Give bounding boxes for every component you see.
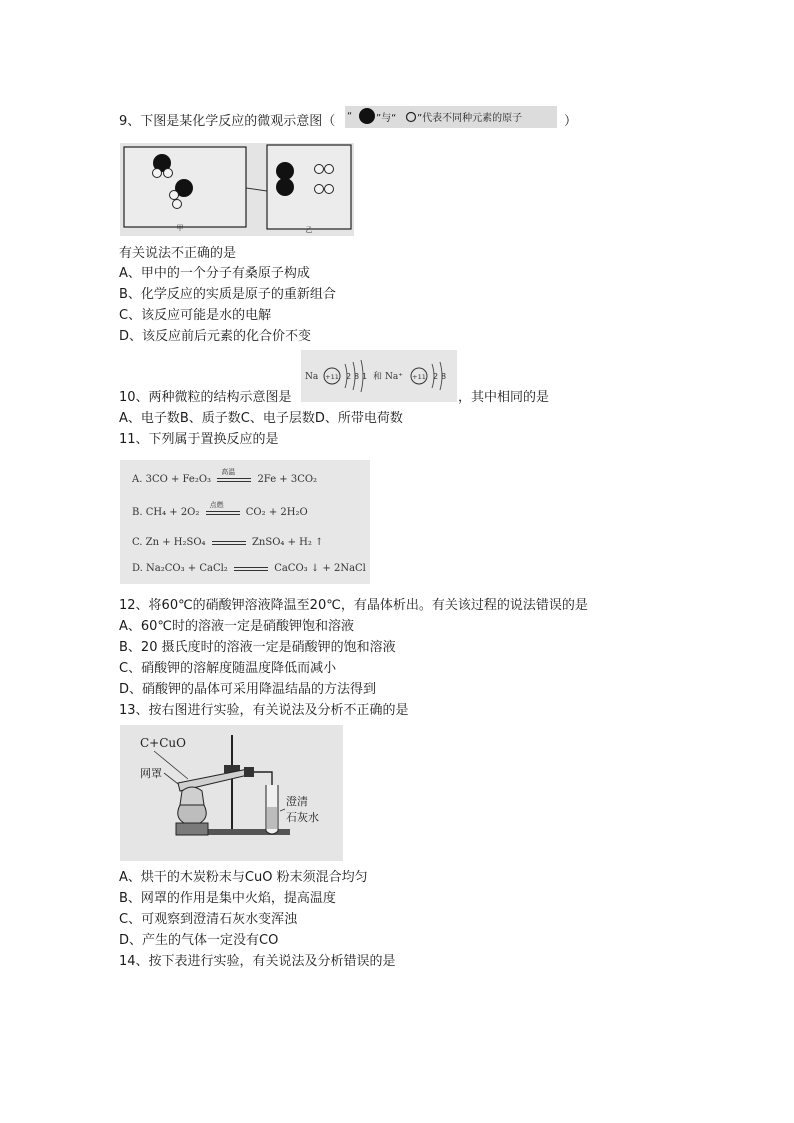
q9-legend-box <box>345 106 557 128</box>
q10-figure-svg <box>301 350 457 402</box>
na-nucleus-charge: +11 <box>325 373 339 381</box>
white-atom-icon <box>315 165 324 174</box>
q11-eq-a <box>132 467 368 485</box>
black-atom-icon <box>276 162 294 180</box>
q10-stem-after: ，其中相同的是 <box>458 390 550 405</box>
q11-eq-c-right: ZnSO₄ + H₂ ↑ <box>251 537 324 548</box>
q11-eq-a-arrow <box>217 467 251 482</box>
label-jia: 甲 <box>176 224 184 232</box>
white-atom-icon <box>173 200 182 209</box>
q11-eq-b-left: B. CH₄ + 2O₂ <box>132 507 200 518</box>
white-atom-icon <box>325 165 334 174</box>
q9-stem-line <box>119 113 335 131</box>
q10-options: A、电子数B、质子数C、电子层数D、所带电荷数 <box>119 411 403 426</box>
white-atom-icon <box>315 185 324 194</box>
q13-lime-label-1: 澄清 <box>286 795 308 808</box>
q13-reagent-label: C+CuO <box>140 736 186 750</box>
and-word: 和 <box>373 372 383 382</box>
q9-stem-close-line <box>564 113 577 131</box>
black-atom-icon <box>276 178 294 196</box>
q9-stem-close: ） <box>564 114 578 129</box>
q9-figure <box>120 143 354 236</box>
q9-legend-desc: ”代表不同种元素的原子 <box>417 113 523 124</box>
q9-option-d: D、该反应前后元素的化合价不变 <box>119 329 312 344</box>
q13-apparatus-svg <box>120 725 343 861</box>
q11-eq-d <box>132 563 368 574</box>
q9-legend-quote-a: “ <box>347 111 353 122</box>
na-shell-2-count: 8 <box>354 372 360 381</box>
naplus-nucleus-charge: +11 <box>412 373 426 381</box>
q14-stem: 14、按下表进行实验，有关说法及分析错误的是 <box>119 954 396 969</box>
alcohol-lamp <box>178 805 207 823</box>
q11-eq-c-left: C. Zn + H₂SO₄ <box>132 537 206 548</box>
q11-figure <box>120 460 370 584</box>
q12-option-d: D、硝酸钾的晶体可采用降温结晶的方法得到 <box>119 682 377 697</box>
q9-stem: 9、下图是某化学反应的微观示意图（ <box>119 114 336 129</box>
lime-pointer <box>280 809 285 811</box>
black-atom-icon <box>359 108 375 124</box>
naplus-symbol: Na⁺ <box>385 372 403 382</box>
lamp-block <box>176 823 208 835</box>
q13-stem: 13、按右图进行实验，有关说法及分析不正确的是 <box>119 703 409 718</box>
q9-legend-mid: ”与“ <box>376 113 397 124</box>
q11-eq-a-cond: 高温 <box>221 467 236 476</box>
connector-line <box>246 188 267 191</box>
q13-option-c: C、可观察到澄清石灰水变浑浊 <box>119 912 298 927</box>
q9-legend-figure <box>345 106 557 128</box>
na-symbol: Na <box>305 372 319 382</box>
q10-figure <box>301 350 457 402</box>
q12-stem: 12、将60℃的硝酸钾溶液降温至20℃，有晶体析出。有关该过程的说法错误的是 <box>119 598 588 613</box>
label-yi: 乙 <box>305 226 313 234</box>
limewater-liquid <box>267 807 277 829</box>
gauze-cover <box>180 787 204 805</box>
q10-stem-line <box>119 389 292 407</box>
q11-eq-a-right: 2Fe + 3CO₂ <box>257 474 318 485</box>
na-shell-1-count: 2 <box>346 372 352 381</box>
q9-option-b: B、化学反应的实质是原子的重新组合 <box>119 287 336 302</box>
naplus-shell-1-count: 2 <box>433 372 439 381</box>
q12-option-a: A、60℃时的溶液一定是硝酸钾饱和溶液 <box>119 619 355 634</box>
tube-stopper <box>244 767 254 777</box>
q12-option-b: B、20 摄氏度时的溶液一定是硝酸钾的饱和溶液 <box>119 640 396 655</box>
q11-eq-d-arrow <box>234 567 268 571</box>
naplus-shell-2-count: 8 <box>441 372 447 381</box>
white-atom-icon <box>153 169 162 178</box>
q9-prompt: 有关说法不正确的是 <box>119 246 237 261</box>
q10-stem-before: 10、两种微粒的结构示意图是 <box>119 390 292 405</box>
na-shell-3-count: 1 <box>362 372 368 381</box>
q9-option-a: A、甲中的一个分子有桑原子构成 <box>119 266 310 281</box>
q11-eq-c <box>132 537 368 548</box>
q13-option-b: B、网罩的作用是集中火焰，提高温度 <box>119 891 336 906</box>
q9-option-c: C、该反应可能是水的电解 <box>119 308 272 323</box>
q11-eq-b-cond: 点燃 <box>209 500 224 509</box>
white-atom-icon <box>407 113 416 122</box>
q11-eq-a-left: A. 3CO + Fe₂O₃ <box>132 474 212 485</box>
white-atom-icon <box>325 185 334 194</box>
q13-lime-label-2: 石灰水 <box>286 811 319 824</box>
q11-eq-b-arrow <box>206 500 240 515</box>
q11-stem: 11、下列属于置换反应的是 <box>119 432 279 447</box>
q12-option-c: C、硝酸钾的溶解度随温度降低而减小 <box>119 661 337 676</box>
q9-figure-svg <box>120 143 354 236</box>
q11-eq-b-right: CO₂ + 2H₂O <box>245 507 308 518</box>
q11-eq-d-left: D. Na₂CO₃ + CaCl₂ <box>132 563 228 574</box>
q13-option-a: A、烘干的木炭粉末与CuO 粉末须混合均匀 <box>119 870 368 885</box>
q13-gauze-label: 网罩 <box>140 767 162 780</box>
white-atom-icon <box>164 169 173 178</box>
white-atom-icon <box>170 191 179 200</box>
q13-figure <box>120 725 343 861</box>
q11-eq-c-arrow <box>212 541 246 545</box>
q13-option-d: D、产生的气体一定没有CO <box>119 933 279 948</box>
q11-eq-b <box>132 500 368 518</box>
q11-eq-d-right: CaCO₃ ↓ + 2NaCl <box>274 563 366 574</box>
